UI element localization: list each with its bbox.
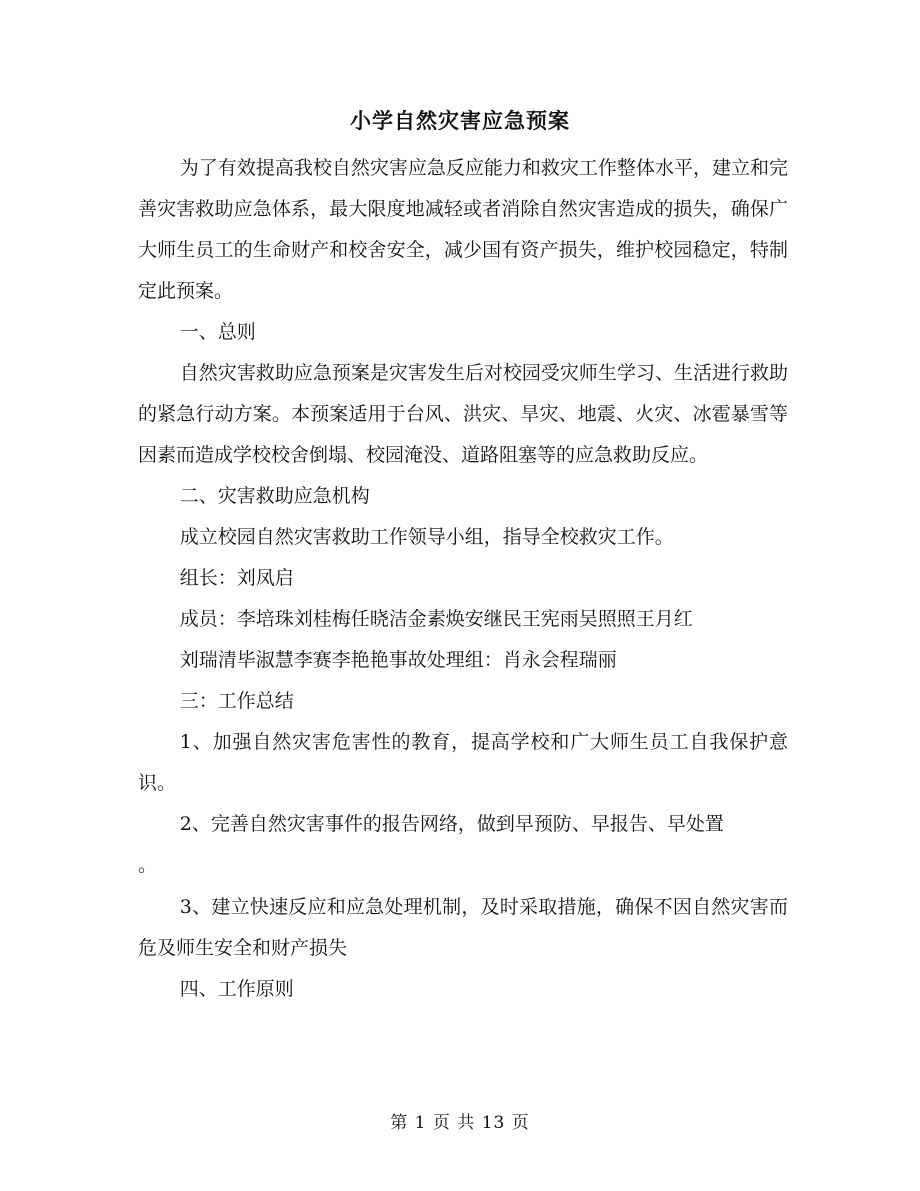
section-heading-principles: 四、工作原则 — [179, 978, 294, 1000]
leader-line: 组长：刘凤启 — [179, 567, 294, 589]
item-1: 1、加强自然灾害危害性的教育，提高学校和广大师生员工自我保护意识。 — [138, 731, 788, 794]
general-paragraph: 自然灾害救助应急预案是灾害发生后对校园受灾师生学习、生活进行救助的紧急行动方案。本预案适用于台风、洪灾、旱灾、地震、火灾、冰雹暴雪等因素而造成学校校舍倒塌、校园淹没、道路阻塞等的应急救助反应。 — [138, 362, 788, 466]
section-heading-general: 一、总则 — [179, 321, 256, 343]
section-heading-summary: 三：工作总结 — [179, 690, 294, 712]
item-3: 3、建立快速反应和应急处理机制，及时采取措施，确保不因自然灾害而危及师生安全和财产损失 — [138, 896, 788, 959]
members-line-2: 刘瑞清毕淑慧李赛李艳艳事故处理组：肖永会程瑞丽 — [179, 649, 617, 671]
section-heading-organization: 二、灾害救助应急机构 — [179, 485, 370, 507]
document-body — [138, 148, 788, 1010]
item-2: 2、完善自然灾害事件的报告网络，做到早预防、早报告、早处置 — [179, 813, 724, 835]
item-2-tail: 。 — [138, 854, 158, 876]
document-title: 小学自然灾害应急预案 — [350, 108, 570, 133]
page-footer: 第 1 页 共 13 页 — [390, 1113, 530, 1133]
intro-paragraph: 为了有效提高我校自然灾害应急反应能力和救灾工作整体水平，建立和完善灾害救助应急体系，最大限度地减轻或者消除自然灾害造成的损失，确保广大师生员工的生命财产和校舍安全，减少国有资产损失，维护校园稳定，特制定此预案。 — [138, 157, 788, 302]
organization-paragraph: 成立校园自然灾害救助工作领导小组，指导全校救灾工作。 — [179, 526, 674, 548]
members-line: 成员：李培珠刘桂梅任晓洁金素焕安继民王宪雨吴照照王月红 — [179, 608, 693, 630]
